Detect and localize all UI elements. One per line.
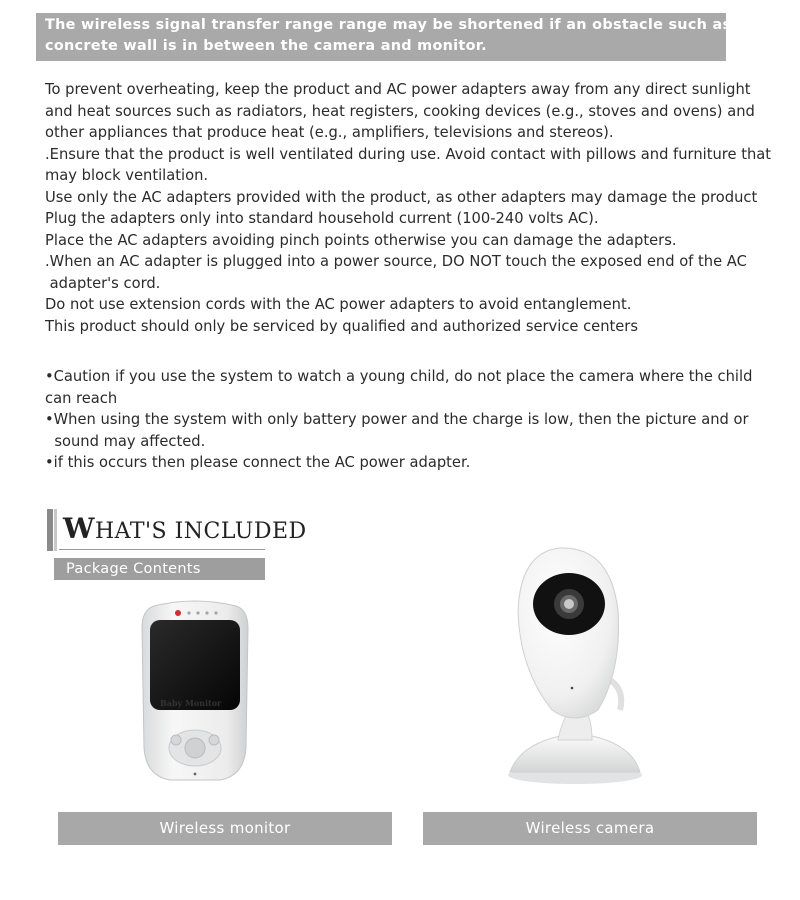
title-rest: HAT'S INCLUDED bbox=[94, 519, 307, 544]
range-notice-banner bbox=[36, 13, 747, 61]
text-line: •When using the system with only battery power and the charge is low, then the picture and or bbox=[45, 411, 749, 428]
wireless-camera-caption: Wireless camera bbox=[423, 812, 757, 845]
caution-paragraph bbox=[45, 366, 790, 474]
wireless-monitor-caption: Wireless monitor bbox=[58, 812, 392, 845]
notice-line: The wireless signal transfer range range may be shortened if an obstacle such as a bbox=[45, 17, 747, 33]
heading-accent-bar-light bbox=[54, 509, 57, 551]
package-contents-label: Package Contents bbox=[54, 558, 265, 580]
text-line: may block ventilation. bbox=[45, 167, 209, 184]
text-line: can reach bbox=[45, 389, 118, 407]
text-line: This product should only be serviced by qualified and authorized service centers bbox=[45, 317, 639, 335]
text-line: Do not use extension cords with the AC power adapters to avoid entanglement. bbox=[45, 296, 632, 313]
text-line: Use only the AC adapters provided with the product, as other adapters may damage the product bbox=[45, 188, 758, 206]
heading-underline bbox=[59, 549, 265, 550]
text-line: To prevent overheating, keep the product and AC power adapters away from any direct sunlight bbox=[45, 81, 751, 98]
camera-image bbox=[500, 540, 650, 785]
heading-accent-bar bbox=[47, 509, 53, 551]
title-initial: W bbox=[63, 512, 95, 545]
text-line: sound may affected. bbox=[45, 432, 206, 450]
text-line: •Caution if you use the system to watch a young child, do not place the camera where the child bbox=[45, 368, 753, 385]
section-title bbox=[63, 512, 307, 545]
text-line: other appliances that produce heat (e.g., amplifiers, televisions and stereos). bbox=[45, 124, 614, 141]
safety-paragraph bbox=[45, 79, 790, 337]
text-line: Place the AC adapters avoiding pinch points otherwise you can damage the adapters. bbox=[45, 231, 677, 249]
baby-monitor-image bbox=[140, 598, 250, 783]
monitor-brand-label: Baby Monitor bbox=[160, 698, 222, 708]
notice-line: concrete wall is in between the camera and monitor. bbox=[45, 38, 487, 54]
text-line: •if this occurs then please connect the AC power adapter. bbox=[45, 454, 471, 471]
whats-included-heading bbox=[47, 509, 307, 551]
text-line: and heat sources such as radiators, heat registers, cooking devices (e.g., stoves and ovens) and bbox=[45, 102, 755, 120]
text-line: Plug the adapters only into standard household current (100-240 volts AC). bbox=[45, 210, 599, 227]
text-line: .When an AC adapter is plugged into a power source, DO NOT touch the exposed end of the AC bbox=[45, 253, 747, 270]
text-line: adapter's cord. bbox=[45, 274, 161, 292]
text-line: .Ensure that the product is well ventilated during use. Avoid contact with pillows and furniture that bbox=[45, 145, 772, 163]
